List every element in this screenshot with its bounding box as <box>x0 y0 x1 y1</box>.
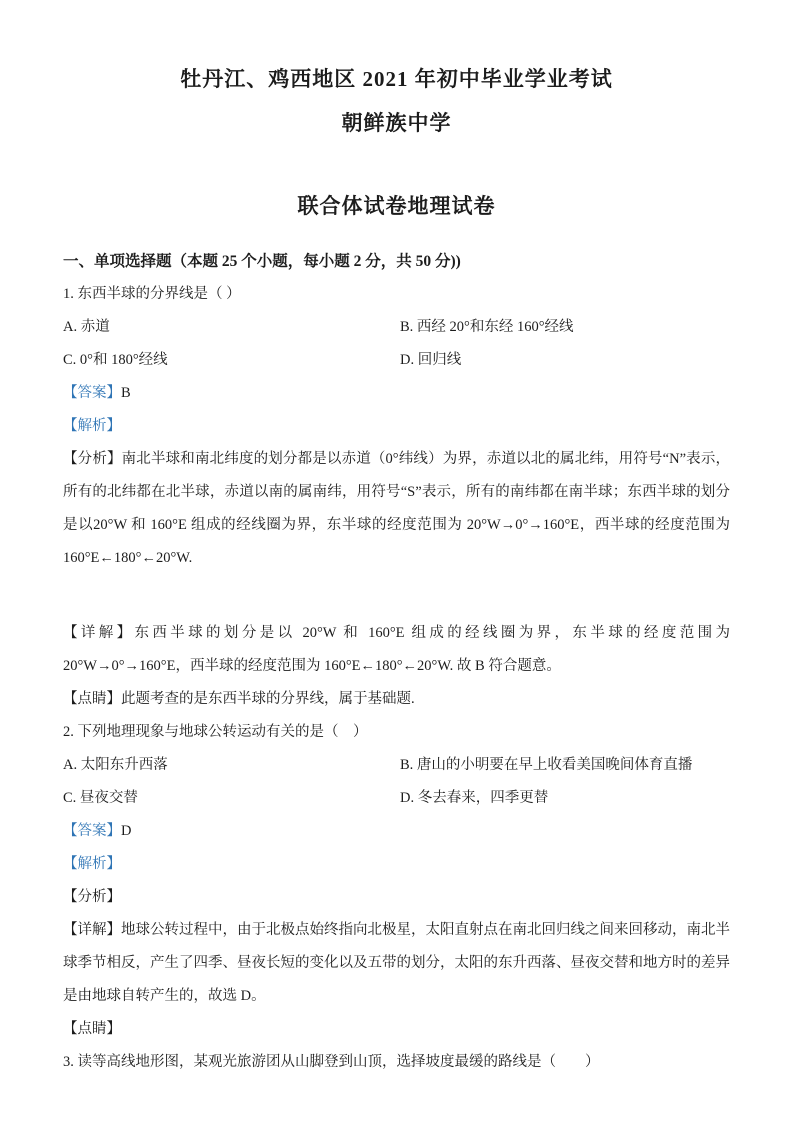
analysis-label: 【解析】 <box>63 418 121 434</box>
question-1-dianjing-paragraph: 【点睛】此题考查的是东西半球的分界线，属于基础题. <box>63 691 415 707</box>
question-2-options-row-1 <box>63 749 730 782</box>
question-1-option-d: D. 回归线 <box>400 352 462 368</box>
question-2-options-row-2 <box>63 782 730 815</box>
question-2-option-d: D. 冬去春来，四季更替 <box>400 790 549 806</box>
exam-title-line2: 朝鲜族中学 <box>341 111 452 135</box>
question-2-fenxi-label: 【分析】 <box>63 889 121 905</box>
question-3-stem: 3. 读等高线地形图，某观光旅游团从山脚登到山顶，选择坡度最缓的路线是（ ） <box>63 1054 600 1070</box>
exam-title-line1: 牡丹江、鸡西地区 2021 年初中毕业学业考试 <box>180 67 613 91</box>
question-1-fenxi-paragraph: 【分析】南北半球和南北纬度的划分都是以赤道（0°纬线）为界，赤道以北的属北纬，用符号“N”表示，所有的北纬都在北半球，赤道以南的属南纬，用符号“S”表示，所有的南纬都在南半球；东西半球的划分是以20°W 和 160°E 组成的经线圈为界，东半球的经度范围为 20°W→0°→160°E，西半球的经度范围为160°E←180°←20°W. <box>63 451 730 566</box>
question-1-xiangjie-paragraph: 【详解】东西半球的划分是以 20°W 和 160°E 组成的经线圈为界，东半球的经度范围为 20°W→0°→160°E，西半球的经度范围为 160°E←180°←20°W. 故 B 符合题意。 <box>63 625 730 674</box>
answer-label: 【答案】 <box>63 823 121 839</box>
document-header <box>0 0 793 221</box>
question-2-answer-line <box>63 815 730 848</box>
question-2-option-b: B. 唐山的小明要在早上收看美国晚间体育直播 <box>400 757 693 773</box>
paper-title: 联合体试卷地理试卷 <box>297 194 496 218</box>
question-1-option-a: A. 赤道 <box>63 319 110 335</box>
analysis-label: 【解析】 <box>63 856 121 872</box>
answer-label: 【答案】 <box>63 385 121 401</box>
section-heading: 一、单项选择题（本题 25 个小题，每小题 2 分，共 50 分)) <box>63 253 461 270</box>
question-2-answer-value: D <box>121 823 132 839</box>
question-1-option-c: C. 0°和 180°经线 <box>63 352 168 368</box>
question-2-analysis-label <box>63 848 730 881</box>
question-2-option-a: A. 太阳东升西落 <box>63 757 168 773</box>
question-1-options-row-2 <box>63 344 730 377</box>
question-1-stem: 1. 东西半球的分界线是（ ） <box>63 286 241 302</box>
question-2-option-c: C. 昼夜交替 <box>63 790 138 806</box>
question-1-answer-value: B <box>121 385 131 401</box>
question-2-dianjing-label: 【点睛】 <box>63 1021 121 1037</box>
question-2-stem: 2. 下列地理现象与地球公转运动有关的是（ ） <box>63 724 368 740</box>
question-1-answer-line <box>63 377 730 410</box>
document-body <box>0 245 793 1079</box>
question-1-option-b: B. 西经 20°和东经 160°经线 <box>400 319 574 335</box>
question-1-options-row-1 <box>63 311 730 344</box>
question-1-analysis-label <box>63 410 730 443</box>
question-2-xiangjie-paragraph: 【详解】地球公转过程中，由于北极点始终指向北极星，太阳直射点在南北回归线之间来回移动，南北半球季节相反，产生了四季、昼夜长短的变化以及五带的划分，太阳的东升西落、昼夜交替和地方时的差异是由地球自转产生的，故选 D。 <box>63 922 730 1004</box>
